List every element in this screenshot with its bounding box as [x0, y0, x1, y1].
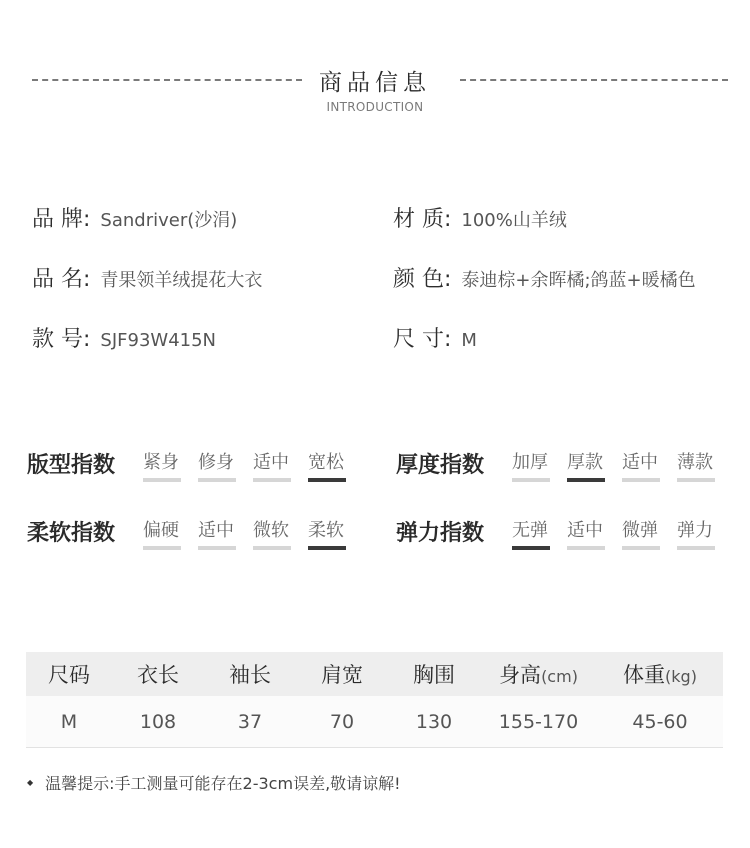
- fit-index: [27, 448, 363, 482]
- size-row: [393, 322, 477, 353]
- size-table-header: [26, 652, 723, 696]
- fit-option: 适中: [253, 448, 291, 482]
- section-title: 商品信息: [319, 70, 431, 96]
- thickness-option-bar: [677, 478, 715, 482]
- model-value: SJF93W415N: [100, 330, 217, 351]
- table-cell: 130: [415, 710, 453, 733]
- measurement-tip: [27, 771, 401, 794]
- material-value: 100%山羊绒: [461, 210, 567, 231]
- fit-option: 紧身: [143, 448, 181, 482]
- brand-value: Sandriver(沙涓): [100, 210, 238, 231]
- size-table: [26, 652, 723, 748]
- thickness-option: 厚款: [567, 448, 605, 482]
- fit-option: 修身: [198, 448, 236, 482]
- softness-index-title: 柔软指数: [27, 521, 116, 546]
- fit-index-title: 版型指数: [27, 453, 116, 478]
- elasticity-option: 无弹: [512, 516, 550, 550]
- fit-option: 宽松: [308, 448, 346, 482]
- softness-option: 偏硬: [143, 516, 181, 550]
- name-label: 品 名:: [32, 267, 91, 292]
- thickness-index: [396, 448, 732, 482]
- softness-option-bar: [253, 546, 291, 550]
- fit-option-bar: [198, 478, 236, 482]
- elasticity-option-bar: [622, 546, 660, 550]
- fit-option-bar: [253, 478, 291, 482]
- softness-option: 微软: [253, 516, 291, 550]
- elasticity-option-bar: [512, 546, 550, 550]
- height-unit: (cm): [541, 667, 578, 686]
- table-cell: 155-170: [498, 710, 579, 733]
- col-header-size: 尺码: [48, 663, 90, 687]
- softness-index: [27, 516, 363, 550]
- brand-row: [32, 202, 237, 233]
- name-value: 青果领羊绒提花大衣: [100, 270, 263, 291]
- name-row: [32, 262, 262, 293]
- color-value: 泰迪棕+余晖橘;鸽蓝+暖橘色: [461, 270, 696, 291]
- fit-option-bar: [308, 478, 346, 482]
- weight-unit: (kg): [665, 667, 697, 686]
- size-label: 尺 寸:: [393, 327, 452, 352]
- thickness-option-bar: [512, 478, 550, 482]
- softness-option-bar: [198, 546, 236, 550]
- softness-option-bar: [308, 546, 346, 550]
- table-cell: 45-60: [632, 710, 688, 733]
- thickness-index-title: 厚度指数: [396, 453, 485, 478]
- thickness-option: 加厚: [512, 448, 550, 482]
- thickness-option: 适中: [622, 448, 660, 482]
- thickness-option-bar: [622, 478, 660, 482]
- col-header-weight: 体重(kg): [623, 663, 697, 687]
- section-header: [0, 64, 750, 124]
- col-header-shoulder: 肩宽: [321, 663, 363, 687]
- col-header-sleeve: 袖长: [229, 663, 271, 687]
- thickness-option: 薄款: [677, 448, 715, 482]
- softness-option-bar: [143, 546, 181, 550]
- softness-option: 适中: [198, 516, 236, 550]
- color-label: 颜 色:: [393, 267, 452, 292]
- thickness-option-bar: [567, 478, 605, 482]
- model-row: [32, 322, 216, 353]
- elasticity-option-bar: [677, 546, 715, 550]
- elasticity-option-bar: [567, 546, 605, 550]
- elasticity-option: 弹力: [677, 516, 715, 550]
- table-row: [26, 696, 723, 748]
- col-header-bust: 胸围: [413, 663, 455, 687]
- table-cell: 70: [329, 710, 355, 733]
- section-subtitle: INTRODUCTION: [326, 100, 424, 114]
- size-value: M: [461, 330, 477, 351]
- elasticity-option: 微弹: [622, 516, 660, 550]
- brand-label: 品 牌:: [32, 207, 91, 232]
- softness-option: 柔软: [308, 516, 346, 550]
- table-cell: 37: [237, 710, 263, 733]
- model-label: 款 号:: [32, 327, 91, 352]
- table-cell: 108: [139, 710, 177, 733]
- elasticity-option: 适中: [567, 516, 605, 550]
- table-cell: M: [60, 710, 78, 733]
- diamond-bullet-icon: ◆: [27, 778, 34, 787]
- tip-text: 温馨提示:手工测量可能存在2-3cm误差,敬请谅解!: [45, 774, 401, 793]
- elasticity-index-title: 弹力指数: [396, 521, 485, 546]
- elasticity-index: [396, 516, 732, 550]
- color-row: [393, 262, 696, 293]
- material-label: 材 质:: [393, 207, 452, 232]
- col-header-height: 身高(cm): [499, 663, 578, 687]
- col-header-length: 衣长: [137, 663, 179, 687]
- fit-option-bar: [143, 478, 181, 482]
- material-row: [393, 202, 567, 233]
